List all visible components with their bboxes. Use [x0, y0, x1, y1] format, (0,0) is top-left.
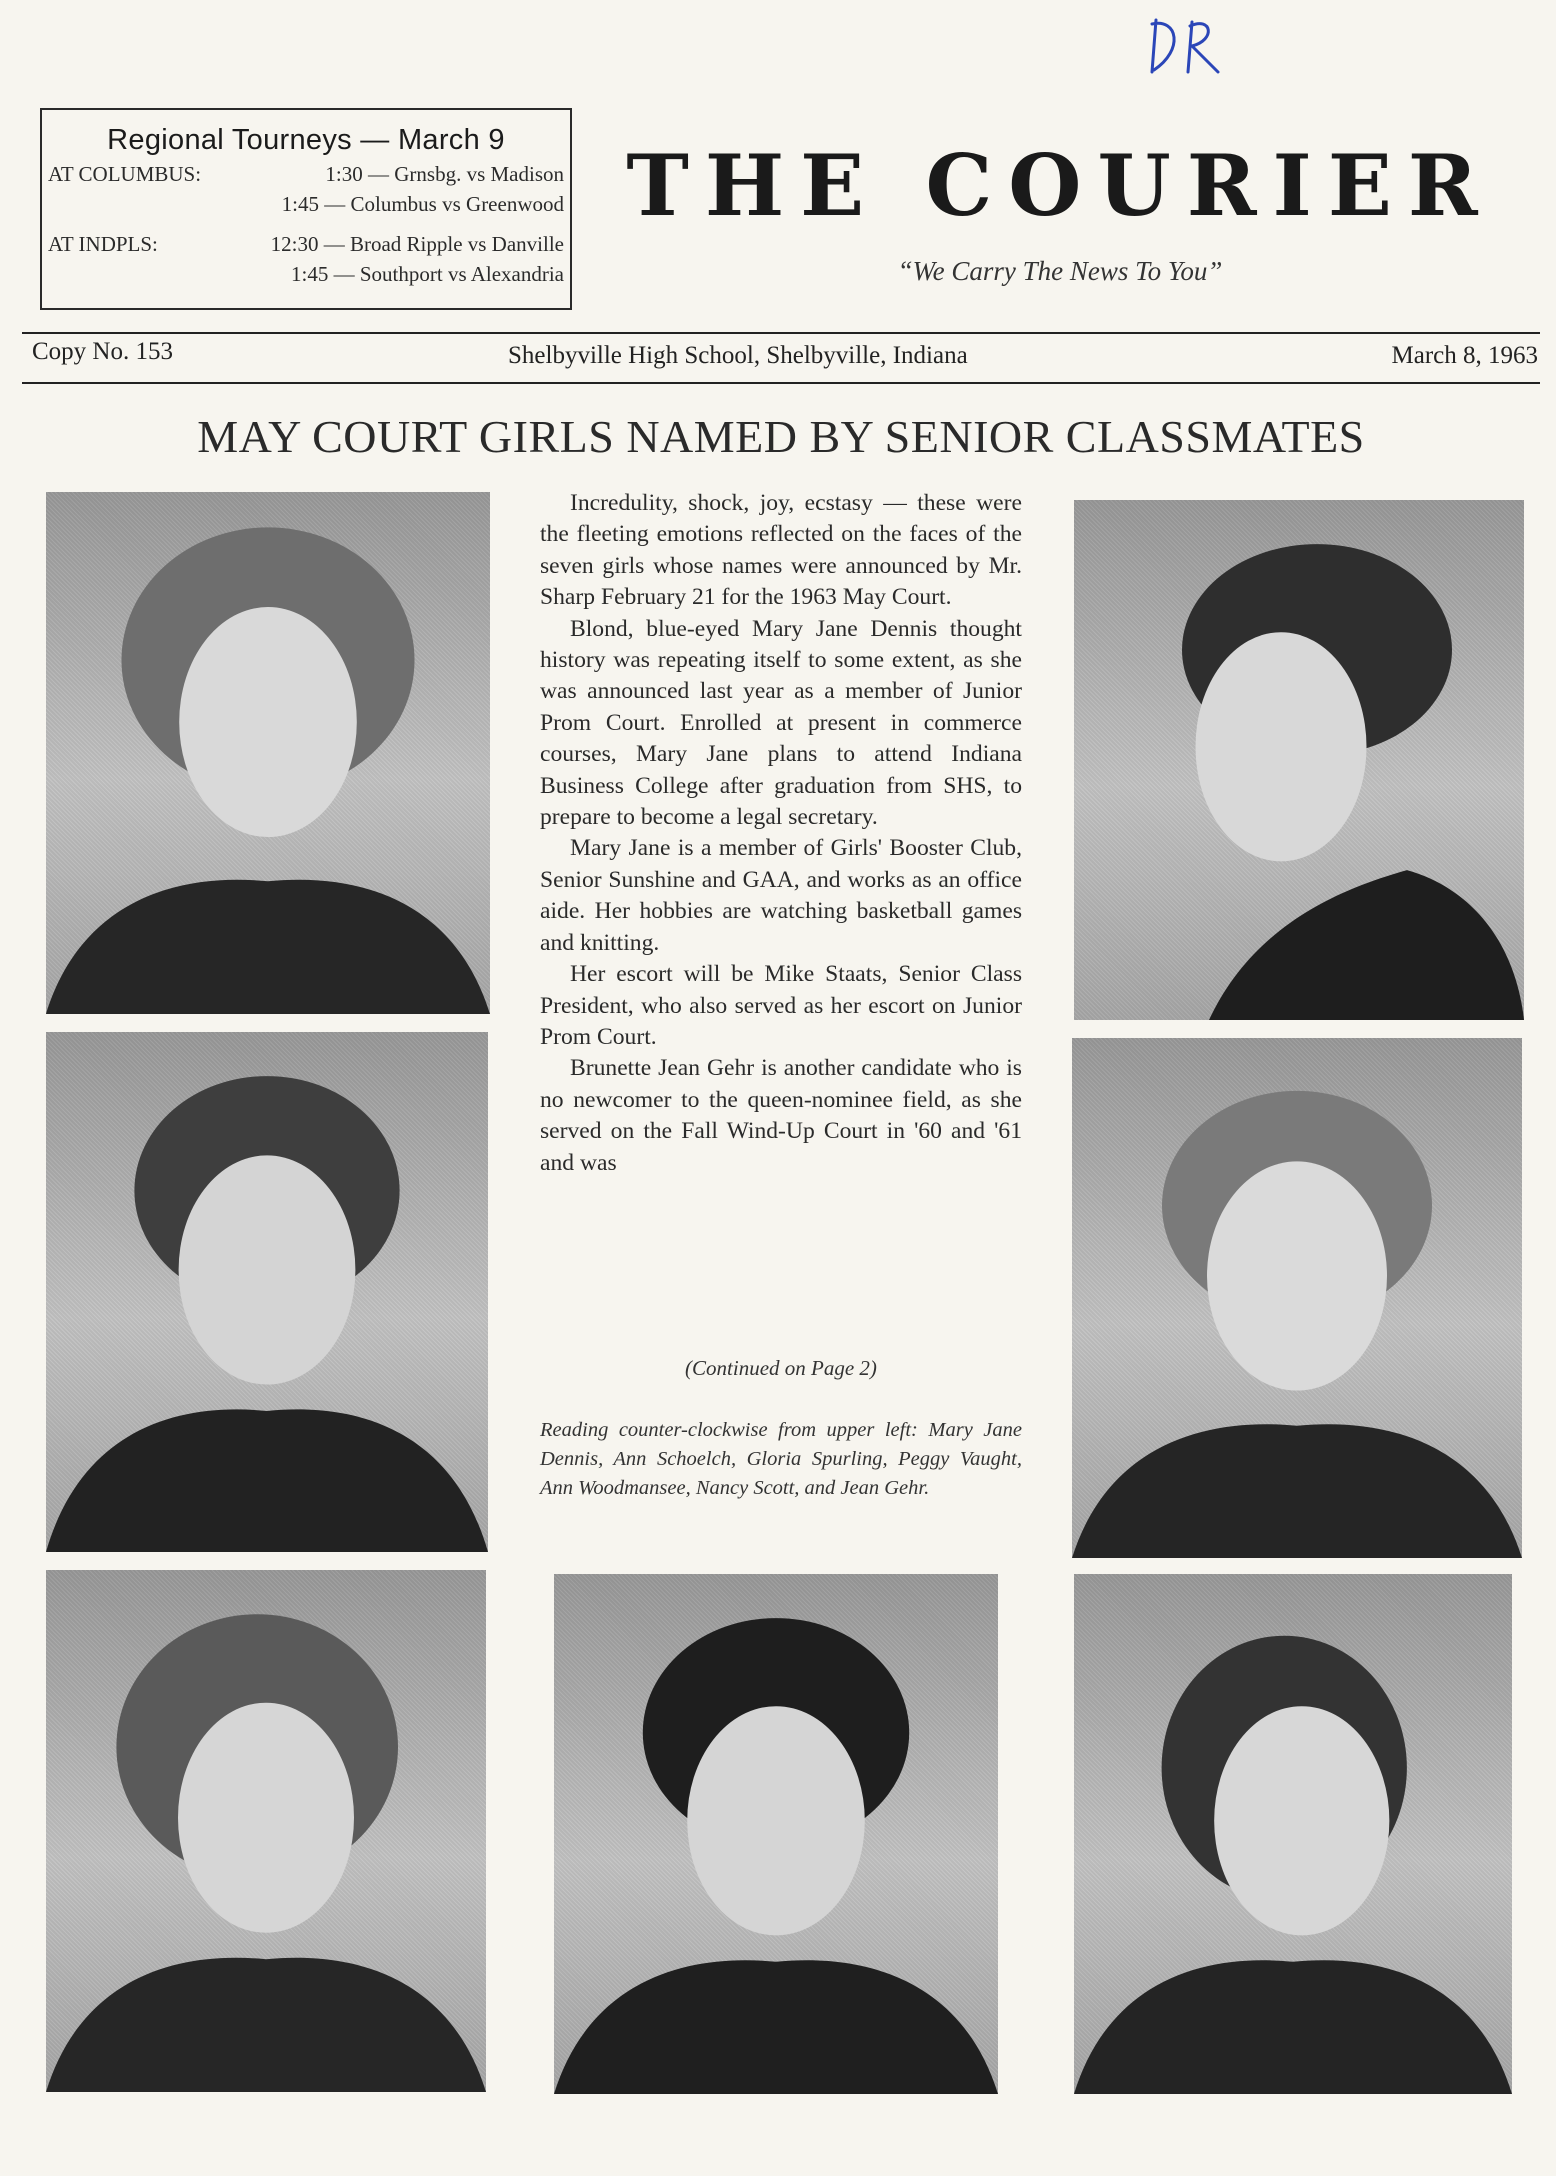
copy-number: Copy No. 153: [32, 338, 173, 365]
headline: MAY COURT GIRLS NAMED BY SENIOR CLASSMATES: [197, 411, 1365, 462]
indpls-label: AT INDPLS:: [48, 232, 158, 256]
portrait-photo: [46, 1570, 486, 2092]
photo-caption: Reading counter-clockwise from upper left: Mary Jane Dennis, Ann Schoelch, Gloria Spurling, Peggy Vaught, Ann Woodmansee, Nancy Scott, and Jean Gehr.: [540, 1419, 1022, 1499]
masthead-motto: “We Carry The News To You”: [897, 256, 1223, 286]
school-location: Shelbyville High School, Shelbyville, Indiana: [508, 342, 968, 369]
columbus-label: AT COLUMBUS:: [48, 162, 202, 186]
article-paragraph: Incredulity, shock, joy, ecstasy — these were the fleeting emotions reflected on the faces of the seven girls whose names were announced by Mr. Sharp February 21 for the 1963 May Court.: [540, 490, 1022, 611]
indpls-line-1: [48, 229, 564, 259]
dateline-rule-top: [22, 332, 1540, 334]
regional-title: Regional Tourneys — March 9: [107, 124, 505, 156]
dateline-rule-bottom: [22, 382, 1540, 384]
portrait-photo: [554, 1574, 998, 2094]
columbus-line-1: [48, 159, 564, 189]
indpls-line-2: [48, 259, 564, 289]
article-paragraph: Mary Jane is a member of Girls' Booster Club, Senior Sunshine and GAA, and works as an office aide. Her hobbies are watching basketball games and knitting.: [540, 835, 1022, 956]
masthead-title: THE COURIER: [626, 136, 1494, 235]
portrait-photo: [46, 492, 490, 1014]
portrait-photo: [1074, 500, 1524, 1020]
handwritten-initials: [1148, 10, 1238, 80]
portrait-photo: [1072, 1038, 1522, 1558]
article-paragraph: Blond, blue-eyed Mary Jane Dennis thought history was repeating itself to some extent, as she was announced last year as a member of Junior Prom Court. Enrolled at present in commerce courses, Mary Jane plans to attend Indiana Business College after graduation from SHS, to prepare to become a legal secretary.: [540, 615, 1022, 831]
columbus-game-2: 1:45 — Columbus vs Greenwood: [281, 192, 564, 216]
portrait-photo: [1074, 1574, 1512, 2094]
regional-divider: [48, 219, 564, 229]
article-paragraph: Her escort will be Mike Staats, Senior Class President, who also served as her escort on Junior Prom Court.: [540, 961, 1022, 1050]
columbus-game-1: 1:30 — Grnsbg. vs Madison: [325, 162, 564, 186]
columbus-line-2: [48, 189, 564, 219]
article-paragraph: Brunette Jean Gehr is another candidate who is no newcomer to the queen-nominee field, as she served on the Fall Wind-Up Court in '60 and '61 and was: [540, 1055, 1022, 1176]
article-body: [540, 488, 1022, 1179]
indpls-game-1: 12:30 — Broad Ripple vs Danville: [270, 232, 564, 256]
portrait-photo: [46, 1032, 488, 1552]
issue-date: March 8, 1963: [1391, 342, 1538, 369]
regional-tourneys-box: [40, 108, 572, 310]
continued-note: (Continued on Page 2): [685, 1356, 877, 1380]
indpls-game-2: 1:45 — Southport vs Alexandria: [291, 262, 564, 286]
